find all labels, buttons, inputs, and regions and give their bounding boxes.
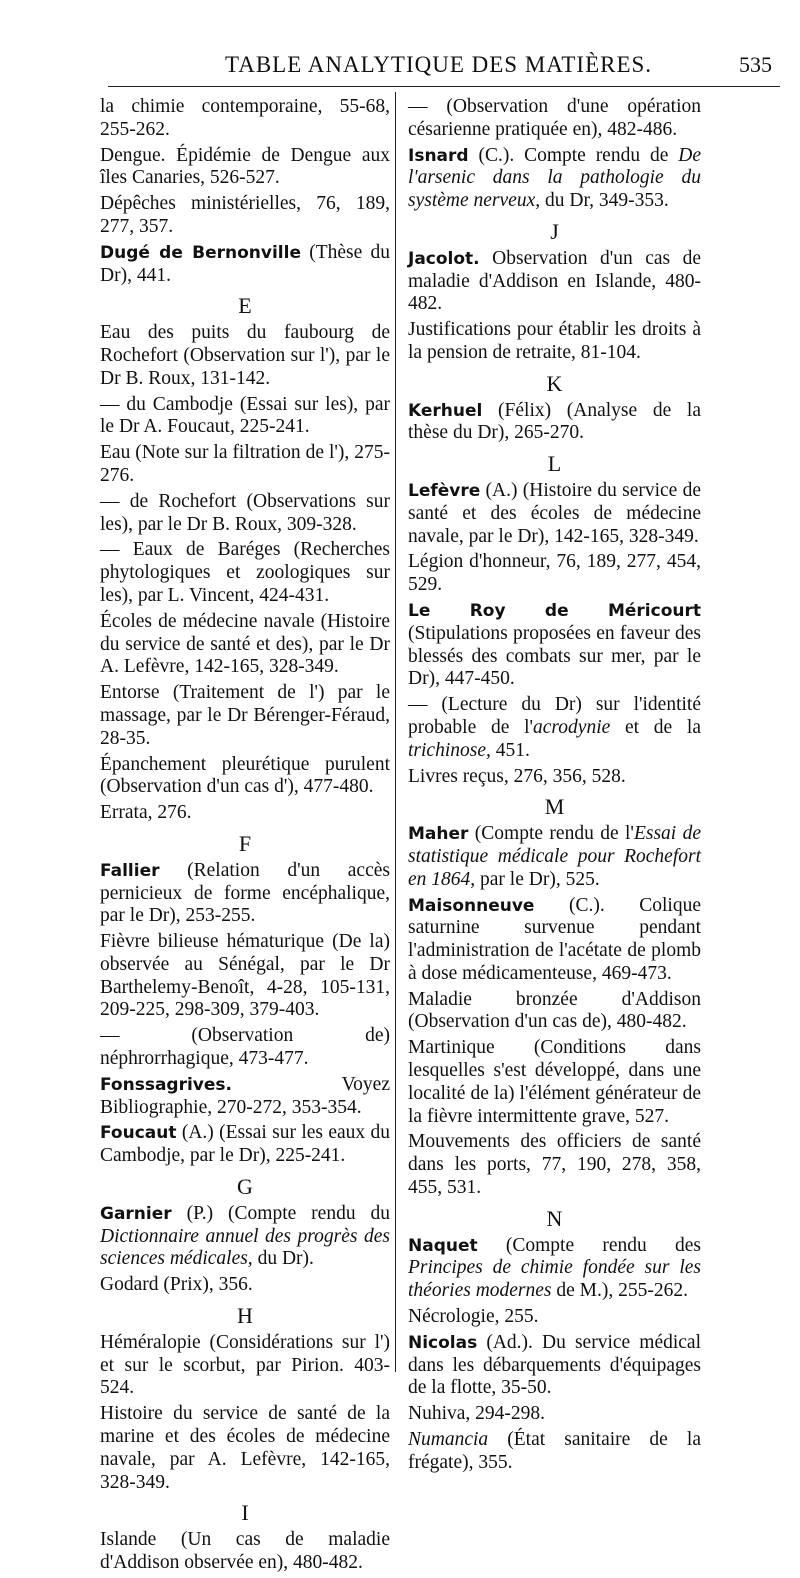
- entry-text: (P.) (Compte rendu du: [171, 1202, 390, 1224]
- headword: Fonssagrives.: [100, 1074, 232, 1095]
- work-title: Principes de chimie fondée sur les théories modernes: [408, 1257, 701, 1302]
- index-entry: Islande (Un cas de maladie d'Addison observée en), 480-482.: [100, 1529, 390, 1574]
- index-entry: — du Cambodje (Essai sur les), par le Dr A. Foucaut, 225-241.: [100, 393, 390, 438]
- index-entry: Écoles de médecine navale (Histoire du service de santé et des), par le Dr A. Lefèvre, 142-165, 328-349.: [100, 610, 390, 678]
- index-entry: Entorse (Traitement de l') par le massage, par le Dr Bérenger-Féraud, 28-35.: [100, 682, 390, 749]
- index-entry: Errata, 276.: [100, 802, 192, 824]
- section-letter-i: I: [241, 1500, 249, 1526]
- index-entry: [408, 480, 701, 548]
- entry-text: du Dr, 349-353.: [540, 190, 669, 212]
- index-entry: — de Rochefort (Observations sur les), par le Dr B. Roux, 309-328.: [100, 490, 390, 535]
- page-header: [0, 48, 800, 88]
- left-column: [100, 96, 390, 1578]
- ship-name: Numancia: [408, 1429, 489, 1451]
- entry-text: (C.). Colique saturnine survenue pendant l'administration de l'acétate de plomb à dose médicamenteuse, 469-473.: [408, 894, 701, 984]
- entry-text: (Compte rendu de l': [468, 823, 634, 845]
- index-entry: Godard (Prix), 356.: [100, 1274, 253, 1296]
- index-entry: [408, 145, 701, 213]
- index-entry: Fièvre bilieuse hématurique (De la) observée au Sénégal, par le Dr Barthelemy-Benoît, 4-28, 105-131, 209-225, 298-309, 379-403.: [100, 931, 390, 1021]
- work-title: De l'arsenic dans la pathologie du système nerveux,: [408, 144, 701, 212]
- entry-text: (C.). Compte rendu de: [468, 144, 679, 166]
- headword: Lefèvre: [408, 480, 481, 501]
- index-entry: [100, 1203, 390, 1271]
- index-entry: [100, 1122, 390, 1168]
- entry-text: — (Lecture du Dr) sur l'identité probable de l': [408, 694, 701, 738]
- entry-text: du Dr).: [252, 1248, 314, 1270]
- entry-text: et de la: [610, 716, 701, 738]
- entry-text: Voyez Bibliographie, 270-272, 353-354.: [100, 1073, 390, 1118]
- headword: Fallier: [100, 860, 160, 881]
- work-title: Essai de statistique médicale pour Rochefort en 1864,: [408, 823, 701, 890]
- work-title: Dictionnaire annuel des progrès des sciences médicales,: [100, 1225, 390, 1270]
- entry-text: par le Dr), 525.: [475, 868, 600, 890]
- entry-text: (Relation d'un accès pernicieux de forme encéphalique, par le Dr), 253-255.: [100, 859, 390, 927]
- section-letter-n: N: [546, 1205, 563, 1231]
- entry-text: (Ad.). Du service médical dans les débarquements d'équipages de la flotte, 35-50.: [408, 1331, 701, 1399]
- entry-text: (Stipulations proposées en faveur des blessés des combats sur mer, par le Dr), 447-450.: [408, 622, 701, 690]
- headword: Foucaut: [100, 1123, 177, 1144]
- headword: Le Roy de Méricourt: [408, 600, 701, 621]
- page-number: 535: [739, 52, 772, 77]
- headword: Maisonneuve: [408, 895, 535, 916]
- index-entry: Légion d'honneur, 76, 189, 277, 454, 529.: [408, 551, 701, 596]
- index-entry: Nécrologie, 255.: [408, 1306, 539, 1328]
- index-entry: [408, 895, 701, 986]
- section-letter-f: F: [238, 830, 252, 856]
- term: trichinose,: [408, 739, 491, 761]
- column-divider: [395, 92, 396, 1372]
- index-entry: [408, 1235, 701, 1303]
- headword: Naquet: [408, 1235, 478, 1256]
- index-entry: Livres reçus, 276, 356, 528.: [408, 765, 626, 787]
- index-entry: Maladie bronzée d'Addison (Observation d'un cas de), 480-482.: [408, 988, 701, 1033]
- entry-text: (Félix) (Analyse de la thèse du Dr), 265-270.: [408, 399, 701, 444]
- running-title: TABLE ANALYTIQUE DES MATIÈRES.: [225, 52, 653, 77]
- index-entry: [408, 400, 701, 446]
- index-entry: [100, 242, 390, 288]
- headword: Dugé de Bernonville: [100, 242, 301, 263]
- index-entry: — (Observation de) néphrorrhagique, 473-477.: [100, 1025, 390, 1070]
- right-column: [408, 96, 701, 1478]
- headword: Garnier: [100, 1203, 172, 1224]
- headword: Kerhuel: [408, 400, 483, 421]
- index-entry: [408, 823, 701, 891]
- headword: Maher: [408, 824, 469, 845]
- section-letter-m: M: [544, 794, 565, 820]
- headword: Nicolas: [408, 1332, 478, 1353]
- index-entry: [100, 860, 390, 928]
- entry-text: Observation d'un cas de maladie d'Addison en Islande, 480-482.: [408, 247, 701, 315]
- index-entry: Eau des puits du faubourg de Rochefort (Observation sur l'), par le Dr B. Roux, 131-142.: [100, 322, 390, 389]
- index-entry: Histoire du service de santé de la marine et des écoles de médecine navale, par A. Lefèvre, 142-165, 328-349.: [100, 1403, 390, 1493]
- index-entry: [408, 1332, 701, 1400]
- header-rule: [108, 86, 780, 87]
- entry-text: (État sanitaire de la frégate), 355.: [408, 1429, 701, 1473]
- index-entry: la chimie contemporaine, 55-68, 255-262.: [100, 96, 390, 140]
- index-entry: Martinique (Conditions dans lesquelles s'est développé, dans une localité de la) l'élément générateur de la fièvre intermittente grave, 527.: [408, 1037, 701, 1127]
- section-letter-e: E: [238, 293, 252, 319]
- index-entry: Dengue. Épidémie de Dengue aux îles Canaries, 526-527.: [100, 144, 390, 189]
- index-entry: [408, 1429, 701, 1475]
- index-entry: Mouvements des officiers de santé dans les ports, 77, 190, 278, 358, 455, 531.: [408, 1131, 701, 1199]
- index-entry: Justifications pour établir les droits à la pension de retraite, 81-104.: [408, 319, 701, 363]
- entry-text: (A.) (Histoire du service de santé et des écoles de médecine navale, par le Dr), 142-165, 328-349.: [408, 479, 701, 547]
- section-letter-l: L: [547, 451, 562, 477]
- index-entry: Dépêches ministérielles, 76, 189, 277, 357.: [100, 193, 390, 237]
- section-letter-j: J: [550, 218, 559, 244]
- entry-text: (Compte rendu des: [477, 1234, 701, 1256]
- section-letter-g: G: [237, 1174, 253, 1200]
- headword: Jacolot.: [408, 248, 480, 269]
- entry-text: 451.: [490, 739, 530, 761]
- entry-text: (A.) (Essai sur les eaux du Cambodje, par le Dr), 225-241.: [100, 1122, 390, 1167]
- index-entry: Épanchement pleurétique purulent (Observation d'un cas d'), 477-480.: [100, 753, 390, 798]
- headword: Isnard: [408, 145, 469, 166]
- index-entry: — Eaux de Baréges (Recherches phytologiques et zoologiques sur les), par L. Vincent, 424-431.: [100, 539, 390, 606]
- index-entry: Héméralopie (Considérations sur l') et sur le scorbut, par Pirion. 403-524.: [100, 1331, 390, 1399]
- entry-text: (Thèse du Dr), 441.: [100, 241, 390, 286]
- entry-text: de M.), 255-262.: [551, 1280, 689, 1302]
- index-entry: [408, 694, 701, 762]
- section-letter-k: K: [546, 370, 563, 396]
- index-entry: Nuhiva, 294-298.: [408, 1403, 546, 1425]
- index-entry: — (Observation d'une opération césarienne pratiquée en), 482-486.: [408, 96, 701, 140]
- term: acrodynie: [533, 716, 611, 738]
- index-entry: [408, 600, 701, 691]
- index-entry: Eau (Note sur la filtration de l'), 275-276.: [100, 442, 390, 486]
- index-entry: [100, 1074, 390, 1120]
- index-entry: [408, 248, 701, 316]
- section-letter-h: H: [237, 1303, 253, 1329]
